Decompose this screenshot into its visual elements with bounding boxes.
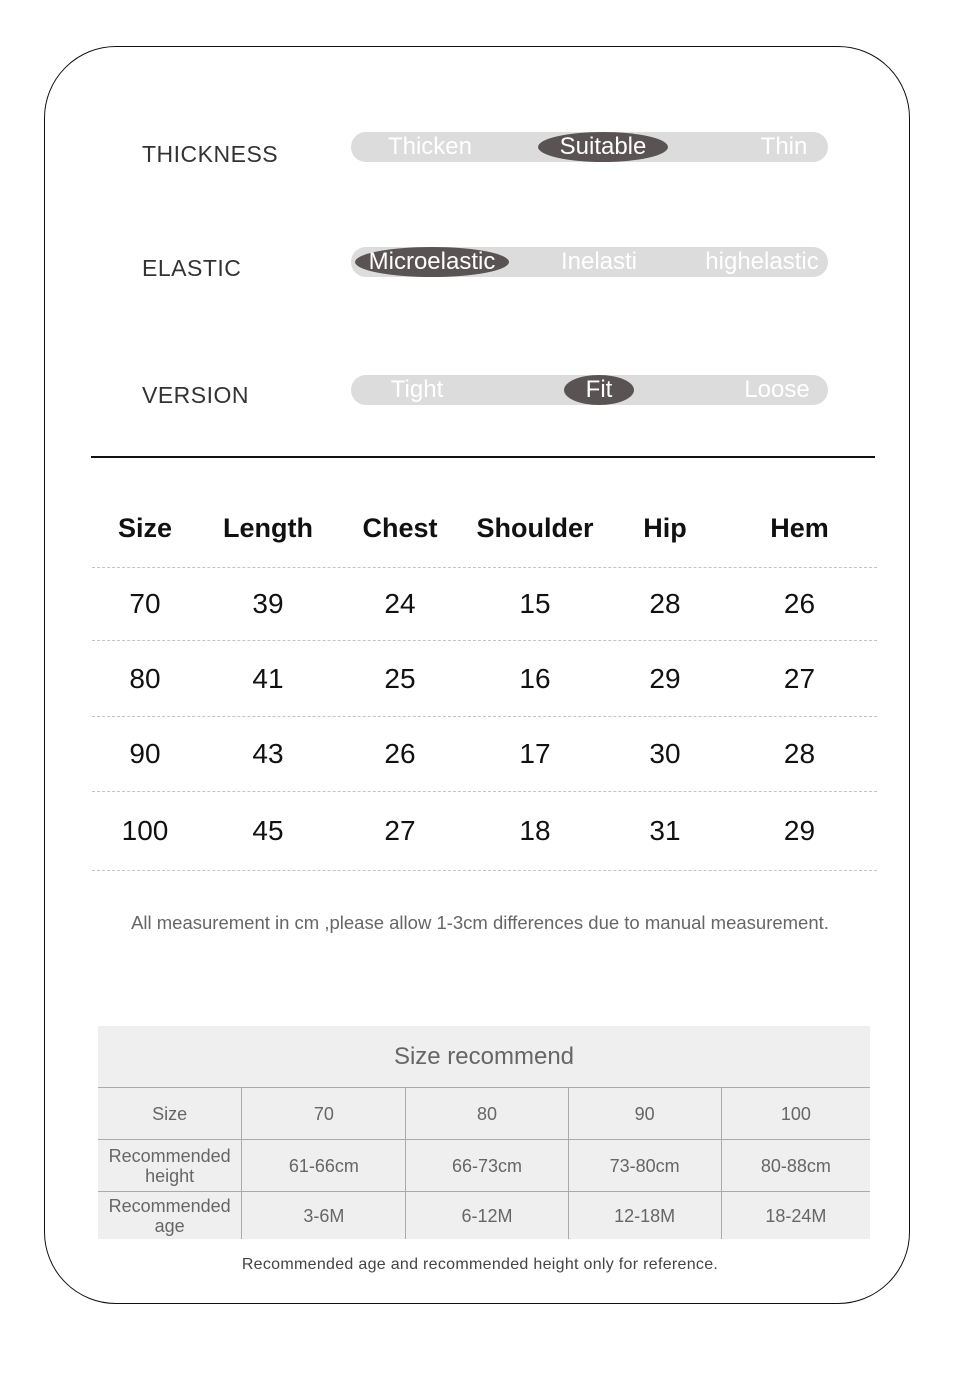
cell: 66-73cm — [406, 1140, 568, 1191]
cell-shoulder: 15 — [519, 588, 551, 619]
attribute-thickness — [0, 135, 960, 167]
elastic-scale — [351, 247, 828, 277]
attribute-label: ELASTIC — [142, 255, 242, 281]
option-loose: Loose — [744, 376, 810, 403]
cell: 12-18M — [569, 1192, 722, 1239]
cell: 80 — [406, 1088, 568, 1139]
option-thicken: Thicken — [387, 133, 473, 160]
cell: 3-6M — [242, 1192, 406, 1239]
cell-length: 43 — [252, 738, 284, 769]
header-size: Size — [117, 513, 173, 543]
cell: 70 — [242, 1088, 406, 1139]
header-hip: Hip — [643, 513, 687, 543]
cell-chest: 27 — [384, 815, 416, 846]
cell-length: 41 — [252, 662, 284, 694]
cell-hip: 30 — [649, 738, 681, 769]
section-divider — [91, 456, 875, 458]
cell-size: 100 — [121, 815, 169, 846]
cell-shoulder: 17 — [519, 738, 551, 769]
size-recommend-table — [98, 1026, 870, 1239]
cell-size: 90 — [129, 738, 161, 769]
header-shoulder: Shoulder — [476, 513, 594, 543]
row-label: Recommended age — [98, 1192, 242, 1239]
option-suitable-selected: Suitable — [538, 132, 668, 162]
cell-size: 80 — [129, 662, 161, 694]
table-row — [92, 791, 877, 871]
cell: 80-88cm — [760, 1155, 831, 1176]
attribute-elastic — [0, 250, 960, 282]
measurement-note: All measurement in cm ,please allow 1-3cm differences due to manual measurement. — [131, 912, 829, 933]
option-microelastic-selected: Microelastic — [355, 247, 509, 277]
version-scale — [351, 375, 828, 405]
option-tight: Tight — [390, 376, 444, 403]
attribute-version — [0, 378, 960, 410]
table-header-row — [92, 490, 877, 567]
cell-length: 39 — [252, 588, 284, 619]
cell-shoulder: 16 — [519, 662, 551, 694]
thickness-scale — [351, 132, 828, 162]
cell-hip: 29 — [649, 662, 681, 694]
cell-hem: 27 — [783, 662, 816, 694]
recommend-row-size — [98, 1088, 870, 1140]
cell: 100 — [780, 1103, 811, 1124]
recommend-footnote: Recommended age and recommended height only for reference. — [241, 1256, 719, 1273]
cell-length: 45 — [252, 815, 284, 846]
cell-hem: 28 — [783, 738, 816, 769]
cell: 6-12M — [406, 1192, 568, 1239]
table-row — [92, 716, 877, 791]
cell: 18-24M — [765, 1205, 827, 1226]
option-thin: Thin — [760, 133, 808, 160]
cell-chest: 24 — [384, 588, 416, 619]
size-chart-table — [92, 490, 877, 871]
cell-hem: 29 — [783, 815, 816, 846]
recommend-row-age — [98, 1192, 870, 1239]
row-label: Size — [98, 1088, 242, 1139]
cell: 90 — [569, 1088, 722, 1139]
cell-chest: 26 — [384, 738, 416, 769]
cell-shoulder: 18 — [519, 815, 551, 846]
attribute-label: VERSION — [142, 382, 250, 408]
option-fit-selected: Fit — [564, 375, 634, 405]
header-length: Length — [223, 513, 313, 543]
recommend-title: Size recommend — [98, 1026, 870, 1088]
row-label: Recommended height — [98, 1140, 242, 1191]
cell-hem: 26 — [783, 588, 816, 619]
header-hem: Hem — [770, 513, 829, 543]
cell: 61-66cm — [242, 1140, 406, 1191]
header-chest: Chest — [362, 513, 438, 543]
cell-hip: 31 — [649, 815, 681, 846]
option-highelastic: highelastic — [705, 248, 819, 275]
cell-chest: 25 — [384, 662, 416, 694]
cell-size: 70 — [129, 588, 161, 619]
table-row — [92, 567, 877, 640]
table-row — [92, 640, 877, 716]
recommend-row-height — [98, 1140, 870, 1192]
option-inelastic: Inelasti — [560, 248, 638, 275]
cell: 73-80cm — [569, 1140, 722, 1191]
attribute-label: THICKNESS — [142, 141, 279, 167]
cell-hip: 28 — [649, 588, 681, 619]
